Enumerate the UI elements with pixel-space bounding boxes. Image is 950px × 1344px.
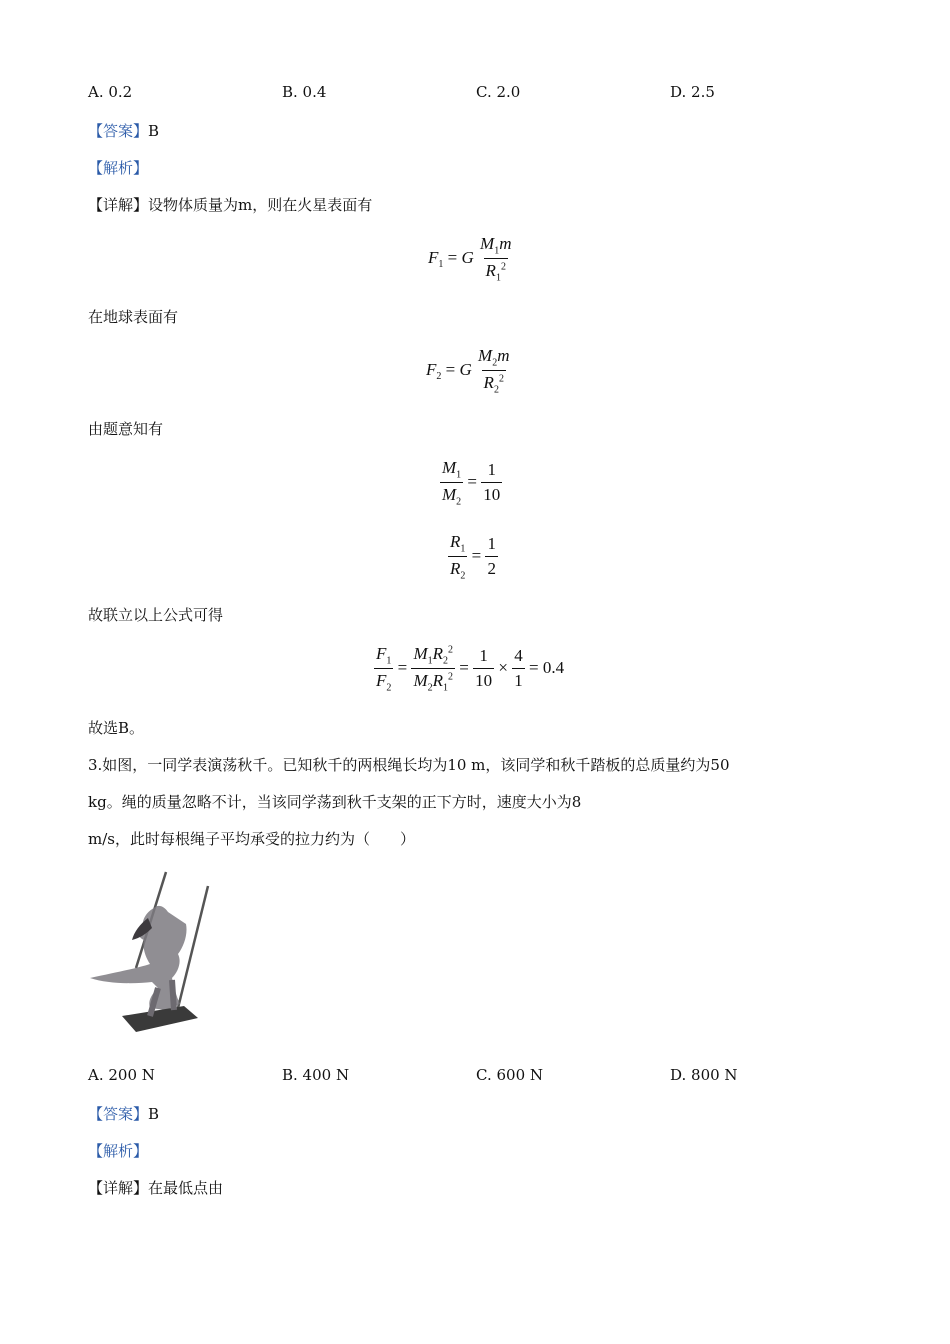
q2-option-b: B. 0.4 [282, 83, 327, 101]
q3-detail-text: 在最低点由 [148, 1179, 224, 1197]
q3-option-a: A. 200 N [88, 1066, 155, 1084]
final-b-den: 1 [512, 668, 525, 691]
q3-option-b: B. 400 N [282, 1066, 350, 1084]
q2-option-d: D. 2.5 [670, 83, 715, 101]
swing-illustration [88, 868, 228, 1040]
q3-answer-tag: 【答案】 [88, 1105, 149, 1123]
conclusion: 故选B。 [88, 719, 145, 737]
final-result: 0.4 [542, 657, 565, 677]
radius-ratio-den: 2 [485, 556, 498, 579]
final-b-num: 4 [514, 646, 523, 666]
formula-f2: $F_2 = G$ $\frac{M_2m}{R_2^2}$ [426, 346, 510, 396]
final-a-num: 1 [479, 646, 488, 666]
mass-ratio-num: 1 [487, 460, 497, 480]
q3-detail-line [88, 1177, 223, 1198]
given-text: 由题意知有 [88, 420, 164, 438]
q3-option-c: C. 600 N [476, 1066, 544, 1084]
q2-answer-line [88, 120, 159, 141]
q3-line-2: kg。绳的质量忽略不计，当该同学荡到秋千支架的正下方时，速度大小为8 [88, 793, 582, 811]
final-a-den: 10 [473, 668, 494, 691]
q3-option-d: D. 800 N [670, 1066, 738, 1084]
formula-mass-ratio: $\frac{M_1}{M_2}$ = $\frac{1}{10}$ [442, 458, 501, 508]
q3-answer-line [88, 1103, 159, 1124]
formula-radius-ratio: $\frac{R_1}{R_2}$ = $\frac{1}{2}$ [450, 532, 496, 582]
detail-line [88, 194, 372, 215]
detail-text: 设物体质量为m，则在火星表面有 [148, 196, 373, 214]
answer-tag: 【答案】 [88, 122, 149, 140]
formula-f1: $F_1 = G$ $\frac{M_1m}{R_1^2}$ [428, 234, 512, 284]
q2-option-a: A. 0.2 [88, 83, 133, 101]
analysis-tag: 【解析】 [88, 159, 149, 177]
q3-line-1: 3.如图，一同学表演荡秋千。已知秋千的两根绳长均为10 m，该同学和秋千踏板的总质量约为50 [88, 756, 730, 774]
radius-ratio-num: 1 [487, 534, 496, 554]
formula-final: $\frac{F_1}{F_2}$ = $\frac{M_1R_2^2}{M_2R_1^2}$ = $\frac{1}{10}$ × $\frac{4}{1}$ = 0.4 [376, 644, 565, 694]
answer-value: B [148, 122, 160, 140]
q3-answer-value: B [148, 1105, 160, 1123]
earth-text: 在地球表面有 [88, 308, 179, 326]
mass-ratio-den: 10 [481, 482, 502, 505]
q3-analysis-tag: 【解析】 [88, 1142, 149, 1160]
combine-text: 故联立以上公式可得 [88, 606, 224, 624]
q3-line-3: m/s，此时每根绳子平均承受的拉力约为（ ） [88, 830, 415, 848]
detail-tag: 【详解】 [88, 196, 149, 214]
q3-detail-tag: 【详解】 [88, 1179, 149, 1197]
q2-option-c: C. 2.0 [476, 83, 521, 101]
